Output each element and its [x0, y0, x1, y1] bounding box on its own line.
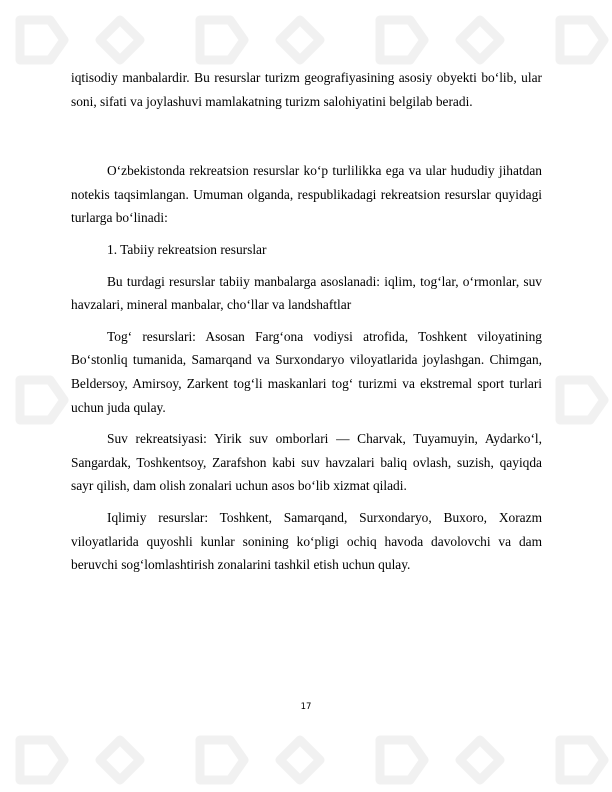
paragraph-resource-overview: O‘zbekistonda rekreatsion resurslar ko‘p turlilikka ega va ular hududiy jihatdan notekis taqsimlangan. Umuman olganda, respublikadagi rekreatsion resurslar quyidagi turlarga bo‘linadi:: [71, 163, 542, 226]
page-number: 17: [300, 702, 312, 712]
paragraph-natural-resources: Bu turdagi resurslar tabiiy manbalarga asoslanadi: iqlim, tog‘lar, o‘rmonlar, suv havzalari, mineral manbalar, cho‘llar va landshaftlar: [71, 273, 542, 313]
paragraph-water-recreation: Suv rekreatsiyasi: Yirik suv omborlari — Charvak, Tuyamuyin, Aydarko‘l, Sangardak, Toshkentsoy, Zarafshon kabi suv havzalari baliq ovlash, suzish, qayiqda sayr qilish, dam olish zonalari uchun asos bo‘lib xizmat qiladi.: [71, 431, 542, 494]
paragraph-intro-continuation: iqtisodiy manbalardir. Bu resurslar turizm geografiyasining asosiy obyekti bo‘lib, ular soni, sifati va joylashuvi mamlakatning turizm salohiyatini belgilab beradi.: [71, 70, 542, 109]
document-body: [71, 66, 542, 577]
paragraph-climate-resources: Iqlimiy resurslar: Toshkent, Samarqand, Surxondaryo, Buxoro, Xorazm viloyatlarida quyoshli kunlar sonining ko‘pligi ochiq havoda davolovchi va dam beruvchi sog‘lomlashtirish zonalarini tashkil etish uchun qulay.: [71, 509, 542, 573]
paragraph-mountain-resources: Tog‘ resurslari: Asosan Farg‘ona vodiysi atrofida, Toshkent viloyatining Bo‘stonliq tumanida, Samarqand va Surxondaryo viloyatlarida joylashgan. Chimgan, Beldersoy, Amirsoy, Zarkent tog‘li maskanlari tog‘ turizmi va ekstremal sport turlari uchun juda qulay.: [71, 328, 542, 415]
section-heading-natural-resources: 1. Tabiiy rekreatsion resurslar: [107, 241, 267, 257]
